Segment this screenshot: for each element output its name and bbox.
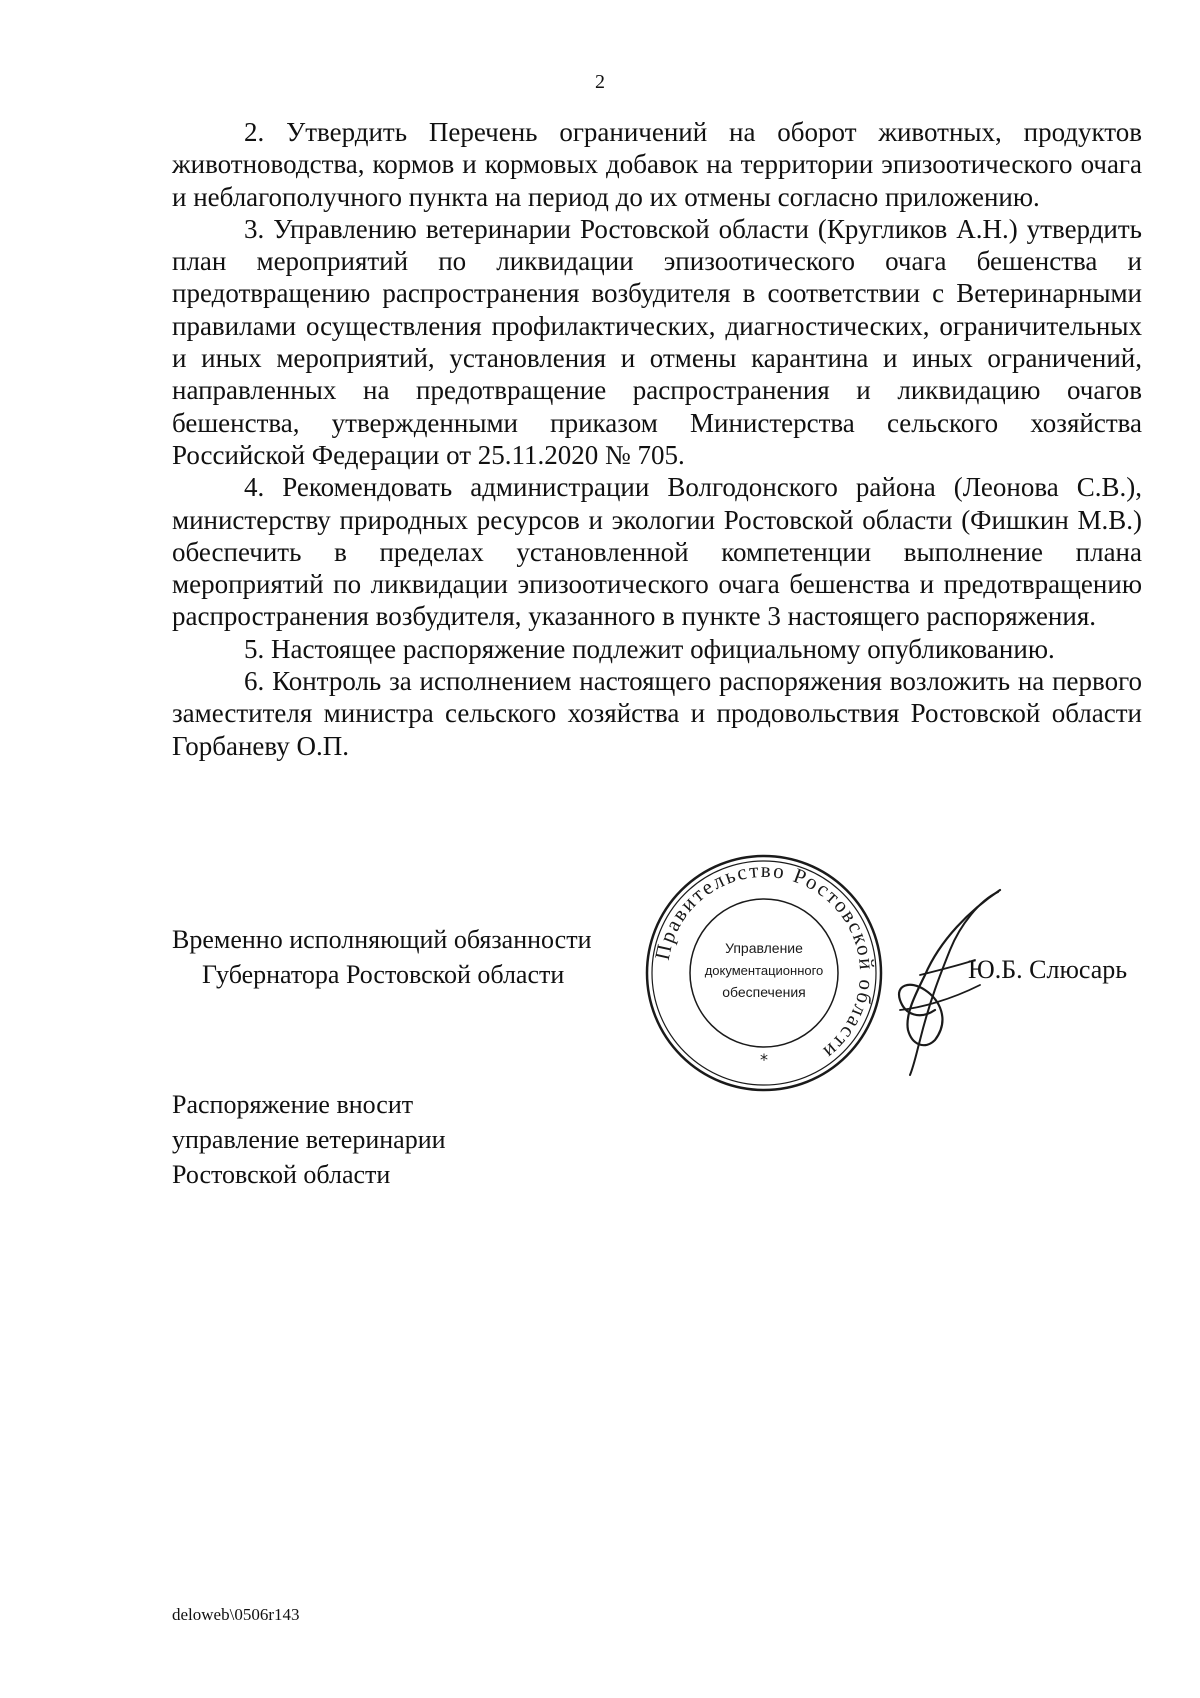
signature-title-line1: Временно исполняющий обязанности xyxy=(172,925,592,954)
stamp-inner-line2: документационного xyxy=(704,963,824,978)
page-number: 2 xyxy=(595,71,605,93)
stamp-inner-line3: обеспечения xyxy=(722,984,806,1000)
stamp-outer-textpath: Правительство Ростовской области xyxy=(649,857,880,1066)
introduced-by-line2: управление ветеринарии xyxy=(172,1125,446,1154)
paragraph-4: 4. Рекомендовать администрации Волгодонского района (Леонова С.В.), министерству природных ресурсов и экологии Ростовской области (Фишкин М.В.) обеспечить в пределах установленной компетенции выполнение плана мероприятий по ликвидации эпизоотического очага бешенства и предотвращению распространения возбудителя, указанного в пункте 3 настоящего распоряжения. xyxy=(172,472,1142,632)
signatory-name: Ю.Б. Слюсарь xyxy=(968,955,1128,984)
body-text xyxy=(172,116,1142,762)
introduced-by xyxy=(172,1087,446,1192)
paragraph-3: 3. Управлению ветеринарии Ростовской области (Кругликов А.Н.) утвердить план мероприятий по ликвидации эпизоотического очага бешенства и предотвращению распространения возбудителя в соответствии с Ветеринарными правилами осуществления профилактических, диагностических, ограничительных и иных мероприятий, установления и отмены карантина и иных ограничений, направленных на предотвращение распространения и ликвидацию очагов бешенства, утвержденными приказом Министерства сельского хозяйства Российской Федерации от 25.11.2020 № 705. xyxy=(172,213,1142,470)
stamp-inner-line1: Управление xyxy=(725,940,803,956)
stamp-star: * xyxy=(760,1050,768,1069)
footer-document-code: deloweb\0506r143 xyxy=(172,1605,300,1624)
official-stamp xyxy=(644,853,884,1093)
signature-title-line2: Губернатора Ростовской области xyxy=(202,960,565,989)
paragraph-6: 6. Контроль за исполнением настоящего распоряжения возложить на первого заместителя министра сельского хозяйства и продовольствия Ростовской области Горбаневу О.П. xyxy=(172,666,1142,761)
introduced-by-line1: Распоряжение вносит xyxy=(172,1090,414,1119)
signature-title xyxy=(172,922,652,992)
paragraph-5: 5. Настоящее распоряжение подлежит официальному опубликованию. xyxy=(244,633,1055,664)
introduced-by-line3: Ростовской области xyxy=(172,1160,391,1189)
paragraph-2: 2. Утвердить Перечень ограничений на оборот животных, продуктов животноводства, кормов и кормовых добавок на территории эпизоотического очага и неблагополучного пункта на период до их отмены согласно приложению. xyxy=(172,117,1142,212)
